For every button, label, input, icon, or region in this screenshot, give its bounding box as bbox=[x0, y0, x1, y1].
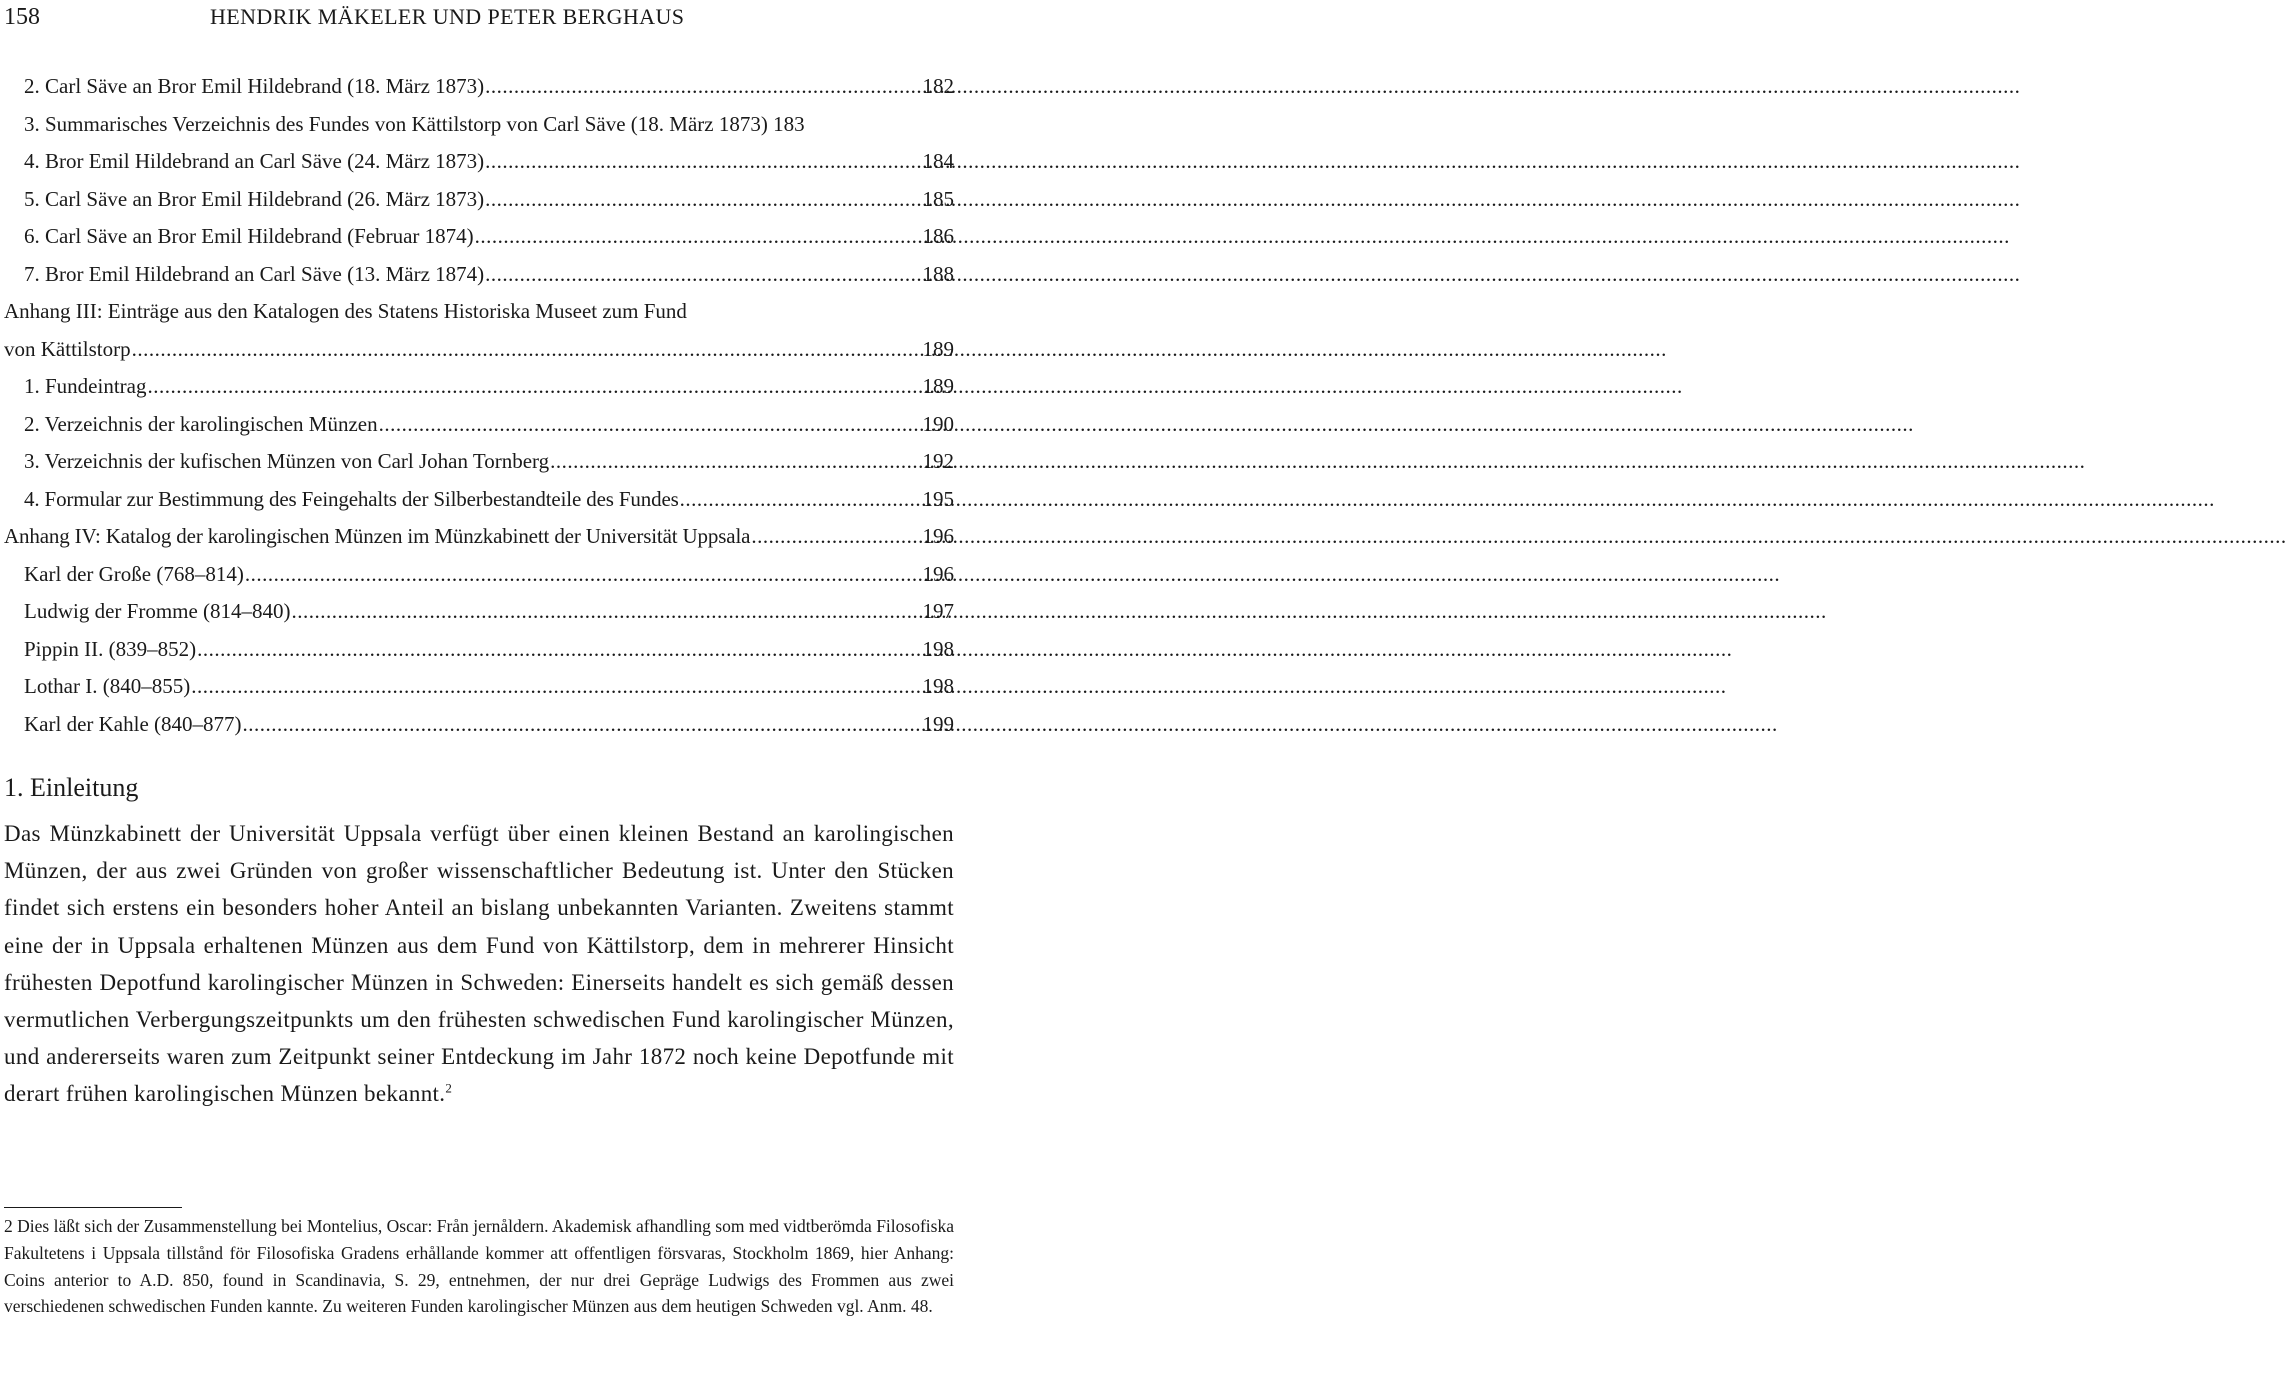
document-page bbox=[0, 0, 960, 1376]
toc-entry bbox=[4, 481, 954, 519]
toc-leader-dots bbox=[475, 218, 922, 256]
toc-leader-dots bbox=[485, 143, 921, 181]
toc-entry bbox=[4, 68, 954, 106]
toc-leader-dots bbox=[292, 593, 922, 631]
table-of-contents bbox=[4, 68, 954, 743]
toc-leader-dots bbox=[550, 443, 921, 481]
footnote-separator bbox=[4, 1207, 182, 1208]
toc-entry bbox=[4, 631, 954, 669]
toc-leader-dots bbox=[485, 181, 921, 219]
running-head: HENDRIK MÄKELER UND PETER BERGHAUS bbox=[210, 4, 685, 29]
toc-entry bbox=[4, 406, 954, 444]
toc-entry-title: Anhang IV: Katalog der karolingischen Münzen im Münzkabinett der Universität Uppsala bbox=[4, 524, 751, 548]
toc-leader-dots bbox=[243, 706, 922, 744]
toc-entry-page: 197 bbox=[922, 599, 954, 623]
toc-entry-page: 189 bbox=[922, 374, 954, 398]
toc-leader-dots bbox=[132, 331, 922, 369]
toc-entry bbox=[4, 143, 954, 181]
toc-entry-title: 4. Formular zur Bestimmung des Feingehalts der Silberbestandteile des Fundes bbox=[24, 486, 679, 511]
section-heading: 1. Einleitung bbox=[4, 773, 139, 802]
toc-entry-title: 3. Summarisches Verzeichnis des Fundes von Kättilstorp von Carl Säve (18. März 1873) 183 bbox=[24, 111, 805, 136]
toc-entry bbox=[4, 668, 954, 706]
toc-entry-page: 198 bbox=[922, 674, 954, 698]
toc-entry-title: 3. Verzeichnis der kufischen Münzen von Carl Johan Tornberg bbox=[24, 449, 550, 473]
toc-entry-title: 2. Carl Säve an Bror Emil Hildebrand (18. März 1873) bbox=[24, 74, 485, 98]
toc-leader-dots bbox=[751, 518, 921, 556]
paragraph-text: Das Münzkabinett der Universität Uppsala verfügt über einen kleinen Bestand an karolingischen Münzen, der aus zwei Gründen von großer wissenschaftlicher Bedeutung ist. Unter den Stücken findet sich erstens ein besonders hoher Anteil an bislang unbekannten Varianten. Zweitens stammt eine der in Uppsala erhaltenen Münzen aus dem Fund von Kättilstorp, dem in mehrerer Hinsicht frühesten Depotfund karolingischer Münzen in Schweden: Einerseits handelt es sich gemäß dessen vermutlichen Verbergungszeitpunkts um den frühesten schwedischen Fund karolingischer Münzen, und andererseits waren zum Zeitpunkt seiner Entdeckung im Jahr 1872 noch keine Depotfunde mit derart frühen karolingischen Münzen bekannt. bbox=[4, 821, 954, 1107]
toc-entry-page: 182 bbox=[922, 74, 954, 98]
toc-entry bbox=[4, 556, 954, 594]
toc-entry-page: 196 bbox=[922, 524, 954, 548]
toc-entry-page: 199 bbox=[922, 711, 954, 736]
toc-entry bbox=[4, 106, 954, 144]
footnote-reference[interactable]: 2 bbox=[445, 1080, 453, 1096]
toc-entry-page: 192 bbox=[922, 449, 954, 473]
toc-entry-page: 188 bbox=[922, 261, 954, 286]
toc-leader-dots bbox=[197, 631, 921, 669]
toc-entry bbox=[4, 593, 954, 631]
toc-entry bbox=[4, 443, 954, 481]
toc-leader-dots bbox=[147, 368, 921, 406]
toc-entry-title: Anhang III: Einträge aus den Katalogen des Statens Historiska Museet zum Fund bbox=[4, 299, 687, 323]
toc-entry-page: 189 bbox=[922, 336, 954, 361]
toc-entry-title: Ludwig der Fromme (814–840) bbox=[24, 599, 291, 623]
toc-entry-page: 198 bbox=[922, 636, 954, 661]
toc-entry-title: von Kättilstorp bbox=[4, 336, 131, 361]
toc-entry bbox=[4, 181, 954, 219]
toc-entry-title: Lothar I. (840–855) bbox=[24, 674, 191, 698]
toc-entry bbox=[4, 706, 954, 744]
toc-entry-page: 190 bbox=[922, 411, 954, 436]
toc-entry-title: 1. Fundeintrag bbox=[24, 374, 147, 398]
toc-leader-dots bbox=[680, 481, 922, 519]
toc-entry bbox=[4, 331, 954, 369]
toc-entry bbox=[4, 368, 954, 406]
toc-entry-title: 5. Carl Säve an Bror Emil Hildebrand (26. März 1873) bbox=[24, 186, 485, 211]
toc-entry-title: Karl der Große (768–814) bbox=[24, 561, 244, 586]
toc-leader-dots bbox=[245, 556, 922, 594]
toc-entry bbox=[4, 256, 954, 294]
toc-entry-page: 184 bbox=[922, 149, 954, 173]
toc-entry-page: 196 bbox=[922, 561, 954, 586]
toc-leader-dots bbox=[485, 68, 921, 106]
toc-entry-title: 7. Bror Emil Hildebrand an Carl Säve (13. März 1874) bbox=[24, 261, 485, 286]
body-paragraph bbox=[4, 815, 954, 1113]
toc-entry bbox=[4, 218, 954, 256]
toc-leader-dots bbox=[191, 668, 921, 706]
toc-entry-title: 2. Verzeichnis der karolingischen Münzen bbox=[24, 411, 378, 436]
page-number: 158 bbox=[4, 4, 40, 30]
toc-entry-page: 186 bbox=[922, 224, 954, 248]
toc-entry-title: 4. Bror Emil Hildebrand an Carl Säve (24. März 1873) bbox=[24, 149, 485, 173]
toc-entry-page: 195 bbox=[922, 486, 954, 511]
toc-entry-title: Karl der Kahle (840–877) bbox=[24, 711, 242, 736]
toc-entry-title: Pippin II. (839–852) bbox=[24, 636, 197, 661]
toc-leader-dots bbox=[379, 406, 922, 444]
toc-entry-page: 185 bbox=[922, 186, 954, 211]
toc-leader-dots bbox=[485, 256, 921, 294]
footnote: 2 Dies läßt sich der Zusammenstellung bei Montelius, Oscar: Från jernåldern. Akademisk afhandling som med vidtberömda Filosofiska Fakultetens i Uppsala tillstånd för Filosofiska Gradens erhållande kommer att offentligen försvaras, Stockholm 1869, hier Anhang: Coins anterior to A.D. 850, found in Scandinavia, S. 29, entnehmen, der nur drei Gepräge Ludwigs des Frommen aus zwei verschiedenen schwedischen Funden kannte. Zu weiteren Funden karolingischer Münzen aus dem heutigen Schweden vgl. Anm. 48. bbox=[4, 1216, 954, 1317]
toc-entry bbox=[4, 518, 954, 556]
toc-entry-title: 6. Carl Säve an Bror Emil Hildebrand (Februar 1874) bbox=[24, 224, 474, 248]
page-header bbox=[4, 2, 954, 36]
